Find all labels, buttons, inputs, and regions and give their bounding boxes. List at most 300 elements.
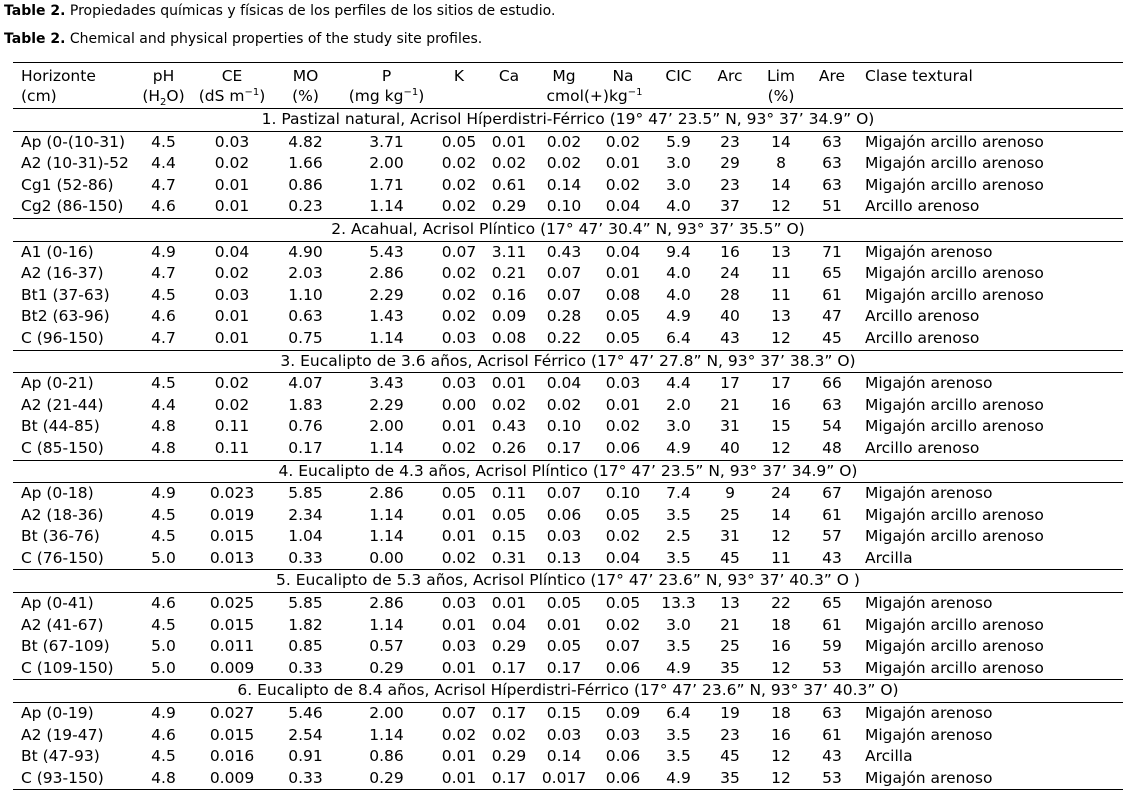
table-cell: 0.07: [546, 484, 582, 503]
table-cell: 13: [771, 307, 791, 326]
table-cell: 0.05: [491, 505, 527, 524]
table-cell: 0.02: [546, 395, 582, 414]
table-cell: C (93-150): [13, 768, 135, 790]
table-cell: 0.10: [534, 196, 594, 218]
table-cell: 51: [807, 196, 857, 218]
table-row: [13, 768, 1123, 790]
table-cell: 0.23: [272, 196, 339, 218]
table-cell: 0.01: [605, 154, 641, 173]
table-cell: 2.5: [666, 527, 691, 546]
table-row: [13, 438, 1123, 460]
table-cell: 63: [822, 175, 842, 194]
table-cell: 3.5: [666, 725, 691, 744]
table-cell: A2 (21-44): [21, 395, 104, 414]
table-cell: 4.9: [151, 704, 176, 723]
table-row: [13, 703, 1123, 725]
table-cell: Migajón arenoso: [865, 242, 993, 261]
table-cell: 1.14: [369, 615, 404, 634]
table-cell: 0.02: [441, 264, 477, 283]
table-cell: 12: [755, 438, 807, 460]
table-cell: 0.33: [272, 768, 339, 790]
group-title: 5. Eucalipto de 5.3 años, Acrisol Plíntico (17° 47’ 23.6” N, 93° 37’ 40.3” O ): [13, 570, 1123, 593]
table-cell: 4.07: [288, 374, 323, 393]
table-cell: 0.22: [534, 328, 594, 350]
caption-english: [4, 31, 482, 47]
table-cell: Migajón arenoso: [865, 484, 993, 503]
table-cell: Arcilla: [857, 548, 1123, 570]
table-cell: 0.02: [546, 154, 582, 173]
unit-p: (mg $kg^{-1}$): [339, 85, 434, 109]
table-cell: 6.4: [666, 704, 691, 723]
table-cell: 0.02: [441, 285, 477, 304]
table-cell: 0.09: [491, 307, 527, 326]
table-cell: 4.0: [652, 196, 705, 218]
table-cell: 35: [705, 768, 755, 790]
table-cell: 0.01: [441, 505, 477, 524]
table-cell: 0.01: [441, 417, 477, 436]
table-cell: 54: [822, 417, 842, 436]
table-body: [13, 109, 1123, 790]
table-cell: 4.9: [652, 658, 705, 680]
table-cell: 1.14: [339, 328, 434, 350]
table-cell: 0.05: [546, 594, 582, 613]
table-cell: 16: [771, 395, 791, 414]
table-cell: 0.03: [441, 594, 477, 613]
table-cell: 0.26: [484, 438, 534, 460]
table-cell: Bt2 (63-96): [21, 307, 110, 326]
table-cell: 65: [822, 594, 842, 613]
group-title-row: [13, 680, 1123, 703]
table-cell: 0.01: [441, 747, 477, 766]
table-cell: 0.09: [605, 704, 641, 723]
table-cell: 4.6: [151, 725, 176, 744]
table-row: [13, 285, 1123, 307]
table-cell: 16: [771, 637, 791, 656]
table-cell: Migajón arcillo arenoso: [865, 175, 1044, 194]
table-cell: 28: [720, 285, 740, 304]
table-cell: Migajón arcillo arenoso: [865, 615, 1044, 634]
table-cell: 0.29: [491, 747, 527, 766]
table-cell: 0.04: [546, 374, 582, 393]
table-cell: 5.85: [288, 484, 323, 503]
table-cell: 3.0: [666, 154, 691, 173]
table-cell: 9.4: [666, 242, 691, 261]
table-cell: 0.01: [441, 527, 477, 546]
table-cell: 0.04: [491, 615, 527, 634]
table-cell: 43: [807, 548, 857, 570]
table-cell: 1.14: [369, 505, 404, 524]
table-cell: 9: [725, 484, 735, 503]
table-row: [13, 615, 1123, 637]
table-cell: 1.71: [369, 175, 404, 194]
col-header-ce: CE: [221, 67, 243, 85]
table-cell: A2 (41-67): [21, 615, 104, 634]
table-cell: 6.4: [652, 328, 705, 350]
table-cell: Migajón arenoso: [865, 704, 993, 723]
table-row: [13, 175, 1123, 197]
table-cell: 0.29: [339, 658, 434, 680]
table-cell: 0.03: [441, 374, 477, 393]
table-cell: 1.14: [339, 438, 434, 460]
table-cell: 0.04: [605, 242, 641, 261]
table-cell: 4.9: [652, 438, 705, 460]
table-cell: 0.43: [546, 242, 582, 261]
table-cell: 0.02: [491, 395, 527, 414]
table-cell: 0.33: [272, 658, 339, 680]
table-cell: 4.6: [151, 307, 176, 326]
table-cell: 0.85: [288, 637, 323, 656]
table-cell: Ap (0-18): [21, 484, 94, 503]
table-cell: 0.03: [546, 527, 582, 546]
table-cell: 0.03: [214, 132, 250, 151]
table-cell: 63: [822, 395, 842, 414]
caption-english-label: Table 2.: [4, 31, 66, 47]
table-cell: 1.83: [288, 395, 323, 414]
table-cell: 61: [822, 615, 842, 634]
table-row: [13, 548, 1123, 570]
table-cell: 4.7: [151, 175, 176, 194]
table-cell: 4.90: [288, 242, 323, 261]
table-cell: 0.10: [605, 484, 641, 503]
table-cell: 0.06: [546, 505, 582, 524]
table-row: [13, 483, 1123, 505]
table-cell: 0.02: [605, 527, 641, 546]
group-title-row: [13, 570, 1123, 593]
table-cell: 4.8: [135, 768, 192, 790]
table-cell: 0.91: [288, 747, 323, 766]
table-cell: 0.02: [434, 196, 484, 218]
table-cell: 45: [705, 548, 755, 570]
table-row: [13, 373, 1123, 395]
table-cell: Ap (0-19): [21, 704, 94, 723]
table-cell: 23: [720, 725, 740, 744]
group-title-row: [13, 109, 1123, 132]
table-cell: 0.02: [214, 374, 250, 393]
table-cell: 0.01: [441, 615, 477, 634]
table-cell: 1.10: [288, 285, 323, 304]
table-cell: 4.9: [666, 307, 691, 326]
table-cell: 45: [807, 328, 857, 350]
table-row: [13, 328, 1123, 350]
table-cell: 0.75: [272, 328, 339, 350]
table-cell: 40: [720, 307, 740, 326]
table-row: [13, 636, 1123, 658]
table-cell: Bt (47-93): [21, 747, 100, 766]
table-cell: 53: [807, 658, 857, 680]
header-row-units: [13, 85, 1123, 109]
caption-spanish-text: Propiedades químicas y físicas de los perfiles de los sitios de estudio.: [69, 3, 556, 19]
table-cell: 0.02: [605, 175, 641, 194]
table-cell: 21: [720, 395, 740, 414]
table-cell: 0.14: [546, 175, 582, 194]
table-row: [13, 416, 1123, 438]
table-cell: 1.14: [369, 527, 404, 546]
table-cell: Migajón arenoso: [857, 768, 1123, 790]
table-cell: 40: [705, 438, 755, 460]
table-cell: 15: [771, 417, 791, 436]
table-cell: 4.4: [666, 374, 691, 393]
table-cell: 0.03: [434, 328, 484, 350]
header-row-names: [13, 63, 1123, 86]
table-cell: 4.0: [666, 264, 691, 283]
table-cell: 2.86: [369, 594, 404, 613]
table-cell: Migajón arcillo arenoso: [865, 505, 1044, 524]
table-cell: 0.02: [441, 175, 477, 194]
unit-ce: (dS $m^{-1}$): [192, 85, 272, 109]
table-cell: 1.04: [288, 527, 323, 546]
table-cell: 0.61: [491, 175, 527, 194]
table-cell: 0.02: [441, 307, 477, 326]
table-cell: 61: [822, 725, 842, 744]
table-cell: 3.11: [491, 242, 527, 261]
table-cell: 2.86: [369, 264, 404, 283]
unit-cations: $cmol(+)kg^{-1}$: [434, 85, 755, 109]
table-cell: 0.03: [605, 725, 641, 744]
table-cell: 2.29: [369, 395, 404, 414]
table-cell: 0.02: [434, 438, 484, 460]
table-cell: 3.0: [666, 175, 691, 194]
table-cell: Cg2 (86-150): [13, 196, 135, 218]
table-cell: 0.016: [209, 747, 255, 766]
table-cell: 4.5: [151, 285, 176, 304]
table-cell: 0.01: [546, 615, 582, 634]
table-cell: 0.02: [605, 615, 641, 634]
table-cell: Migajón arcillo arenoso: [865, 637, 1044, 656]
table-cell: 0.07: [546, 285, 582, 304]
group-title-row: [13, 350, 1123, 373]
table-cell: 11: [755, 548, 807, 570]
table-cell: 4.5: [151, 615, 176, 634]
table-cell: 0.04: [594, 548, 652, 570]
col-header-ca: Ca: [498, 67, 520, 85]
col-header-ph: pH: [152, 67, 175, 85]
table-cell: 66: [822, 374, 842, 393]
table-cell: 0.01: [192, 328, 272, 350]
table-cell: 5.0: [151, 637, 176, 656]
table-cell: 3.5: [652, 548, 705, 570]
table-cell: 0.05: [594, 328, 652, 350]
table-cell: 63: [822, 154, 842, 173]
table-cell: A2 (19-47): [21, 725, 104, 744]
table-cell: 4.7: [135, 328, 192, 350]
table-cell: 4.6: [151, 594, 176, 613]
table-cell: 4.5: [151, 527, 176, 546]
unit-horizonte: (cm): [13, 85, 135, 109]
table-cell: Migajón arenoso: [865, 374, 993, 393]
table-row: [13, 746, 1123, 768]
table-cell: 0.023: [209, 484, 255, 503]
table-cell: 0.05: [605, 307, 641, 326]
unit-mo: (%): [272, 85, 339, 109]
table-cell: 23: [720, 175, 740, 194]
table-cell: 0.07: [605, 637, 641, 656]
col-header-mo: MO: [292, 67, 319, 85]
table-cell: 12: [755, 768, 807, 790]
table-cell: 0.05: [441, 484, 477, 503]
table-cell: 67: [822, 484, 842, 503]
group-title: 1. Pastizal natural, Acrisol Híperdistri-Férrico (19° 47’ 23.5” N, 93° 37’ 34.9” O): [13, 109, 1123, 132]
table-cell: 0.15: [491, 527, 527, 546]
table-cell: 4.82: [288, 132, 323, 151]
table-cell: 13.3: [661, 594, 696, 613]
table-cell: Bt1 (37-63): [21, 285, 110, 304]
table-cell: 4.4: [151, 154, 176, 173]
table-cell: A2 (16-37): [21, 264, 104, 283]
table-cell: 0.11: [491, 484, 527, 503]
table-cell: 0.00: [441, 395, 477, 414]
table-row: [13, 658, 1123, 680]
table-cell: 43: [822, 747, 842, 766]
table-cell: 0.01: [605, 264, 641, 283]
table-cell: 0.07: [441, 704, 477, 723]
table-cell: 0.02: [214, 395, 250, 414]
table-cell: 4.5: [151, 747, 176, 766]
table-cell: 1.66: [288, 154, 323, 173]
group-title: 6. Eucalipto de 8.4 años, Acrisol Híperdistri-Férrico (17° 47’ 23.6” N, 93° 37’ 40.3” O): [13, 680, 1123, 703]
table-cell: 2.00: [369, 154, 404, 173]
soil-properties-table: [13, 62, 1123, 790]
table-cell: 0.019: [209, 505, 255, 524]
table-cell: Bt (36-76): [21, 527, 100, 546]
table-cell: 0.21: [491, 264, 527, 283]
table-cell: 0.57: [369, 637, 404, 656]
table-cell: 61: [822, 285, 842, 304]
table-cell: Migajón arcillo arenoso: [865, 264, 1044, 283]
table-cell: 17: [720, 374, 740, 393]
table-cell: 0.06: [594, 658, 652, 680]
col-header-mg: Mg: [552, 67, 576, 85]
col-header-cic: CIC: [665, 67, 692, 85]
table-cell: Ap (0-(10-31): [21, 132, 126, 151]
table-cell: 4.5: [151, 374, 176, 393]
table-cell: 2.29: [369, 285, 404, 304]
table-cell: Migajón arenoso: [865, 725, 993, 744]
table-row: [13, 505, 1123, 527]
table-cell: 0.01: [214, 175, 250, 194]
group-title-row: [13, 218, 1123, 241]
table-cell: 29: [720, 154, 740, 173]
table-cell: 0.17: [484, 768, 534, 790]
table-cell: 0.06: [594, 768, 652, 790]
table-cell: C (109-150): [13, 658, 135, 680]
table-cell: 16: [771, 725, 791, 744]
table-cell: 12: [755, 196, 807, 218]
table-cell: 65: [822, 264, 842, 283]
table-cell: 0.009: [192, 658, 272, 680]
group-title-row: [13, 460, 1123, 483]
table-cell: 61: [822, 505, 842, 524]
table-cell: 0.29: [339, 768, 434, 790]
table-cell: 35: [705, 658, 755, 680]
table-row: [13, 263, 1123, 285]
table-cell: Migajón arenoso: [865, 594, 993, 613]
table-cell: 0.02: [491, 154, 527, 173]
table-cell: 0.02: [491, 725, 527, 744]
table-cell: 0.02: [214, 154, 250, 173]
table-cell: 3.5: [666, 747, 691, 766]
unit-clase: [857, 85, 1123, 109]
table-cell: Migajón arcillo arenoso: [865, 285, 1044, 304]
table-cell: 19: [720, 704, 740, 723]
table-cell: Migajón arcillo arenoso: [857, 658, 1123, 680]
table-cell: 0.02: [605, 417, 641, 436]
table-cell: 43: [705, 328, 755, 350]
table-cell: Ap (0-41): [21, 594, 94, 613]
caption-spanish: [4, 3, 555, 19]
table-cell: 0.011: [209, 637, 255, 656]
table-row: [13, 593, 1123, 615]
table-cell: 59: [822, 637, 842, 656]
table-cell: 0.16: [491, 285, 527, 304]
table-cell: 0.33: [272, 548, 339, 570]
table-cell: 37: [705, 196, 755, 218]
table-cell: Migajón arcillo arenoso: [865, 527, 1044, 546]
col-header-arc: Arc: [717, 67, 743, 85]
table-cell: 0.015: [209, 725, 255, 744]
table-cell: 0.03: [546, 725, 582, 744]
table-cell: 4.0: [666, 285, 691, 304]
table-cell: 14: [771, 175, 791, 194]
table-cell: 0.02: [546, 132, 582, 151]
table-cell: 0.07: [546, 264, 582, 283]
table-cell: C (85-150): [13, 438, 135, 460]
table-cell: 0.04: [594, 196, 652, 218]
table-cell: 8: [776, 154, 786, 173]
col-header-are: Are: [818, 67, 846, 85]
table-cell: 0.13: [534, 548, 594, 570]
table-cell: 2.00: [369, 704, 404, 723]
table-cell: 0.17: [484, 658, 534, 680]
table-cell: 4.6: [135, 196, 192, 218]
group-title: 3. Eucalipto de 3.6 años, Acrisol Férrico (17° 47’ 27.8” N, 93° 37’ 38.3” O): [13, 350, 1123, 373]
table-cell: 0.11: [192, 438, 272, 460]
table-cell: 1.14: [339, 196, 434, 218]
group-title: 4. Eucalipto de 4.3 años, Acrisol Plíntico (17° 47’ 23.5” N, 93° 37’ 34.9” O): [13, 460, 1123, 483]
table-cell: 31: [720, 417, 740, 436]
table-cell: 4.9: [652, 768, 705, 790]
table-cell: 11: [771, 285, 791, 304]
table-cell: 0.01: [605, 395, 641, 414]
table-cell: 0.02: [441, 725, 477, 744]
table-cell: 0.04: [214, 242, 250, 261]
table-cell: 0.10: [546, 417, 582, 436]
table-cell: 24: [771, 484, 791, 503]
table-cell: 4.5: [151, 505, 176, 524]
table-cell: Migajón arcillo arenoso: [865, 132, 1044, 151]
table-cell: 0.07: [441, 242, 477, 261]
col-header-clase: Clase textural: [865, 67, 973, 85]
table-cell: 0.08: [484, 328, 534, 350]
table-cell: 0.01: [434, 658, 484, 680]
table-cell: Arcillo arenoso: [857, 328, 1123, 350]
table-cell: 0.11: [214, 417, 250, 436]
table-cell: 3.5: [666, 637, 691, 656]
table-cell: 12: [755, 328, 807, 350]
table-cell: 47: [822, 307, 842, 326]
table-cell: 4.4: [151, 395, 176, 414]
table-cell: 24: [720, 264, 740, 283]
table-cell: 57: [822, 527, 842, 546]
table-row: [13, 241, 1123, 263]
table-cell: 2.00: [369, 417, 404, 436]
table-cell: 12: [755, 658, 807, 680]
table-cell: 0.009: [192, 768, 272, 790]
table-cell: 25: [720, 637, 740, 656]
table-cell: 0.06: [594, 438, 652, 460]
table-cell: 3.0: [666, 615, 691, 634]
group-title: 2. Acahual, Acrisol Plíntico (17° 47’ 30.4” N, 93° 37’ 35.5” O): [13, 218, 1123, 241]
table-cell: 0.01: [491, 374, 527, 393]
